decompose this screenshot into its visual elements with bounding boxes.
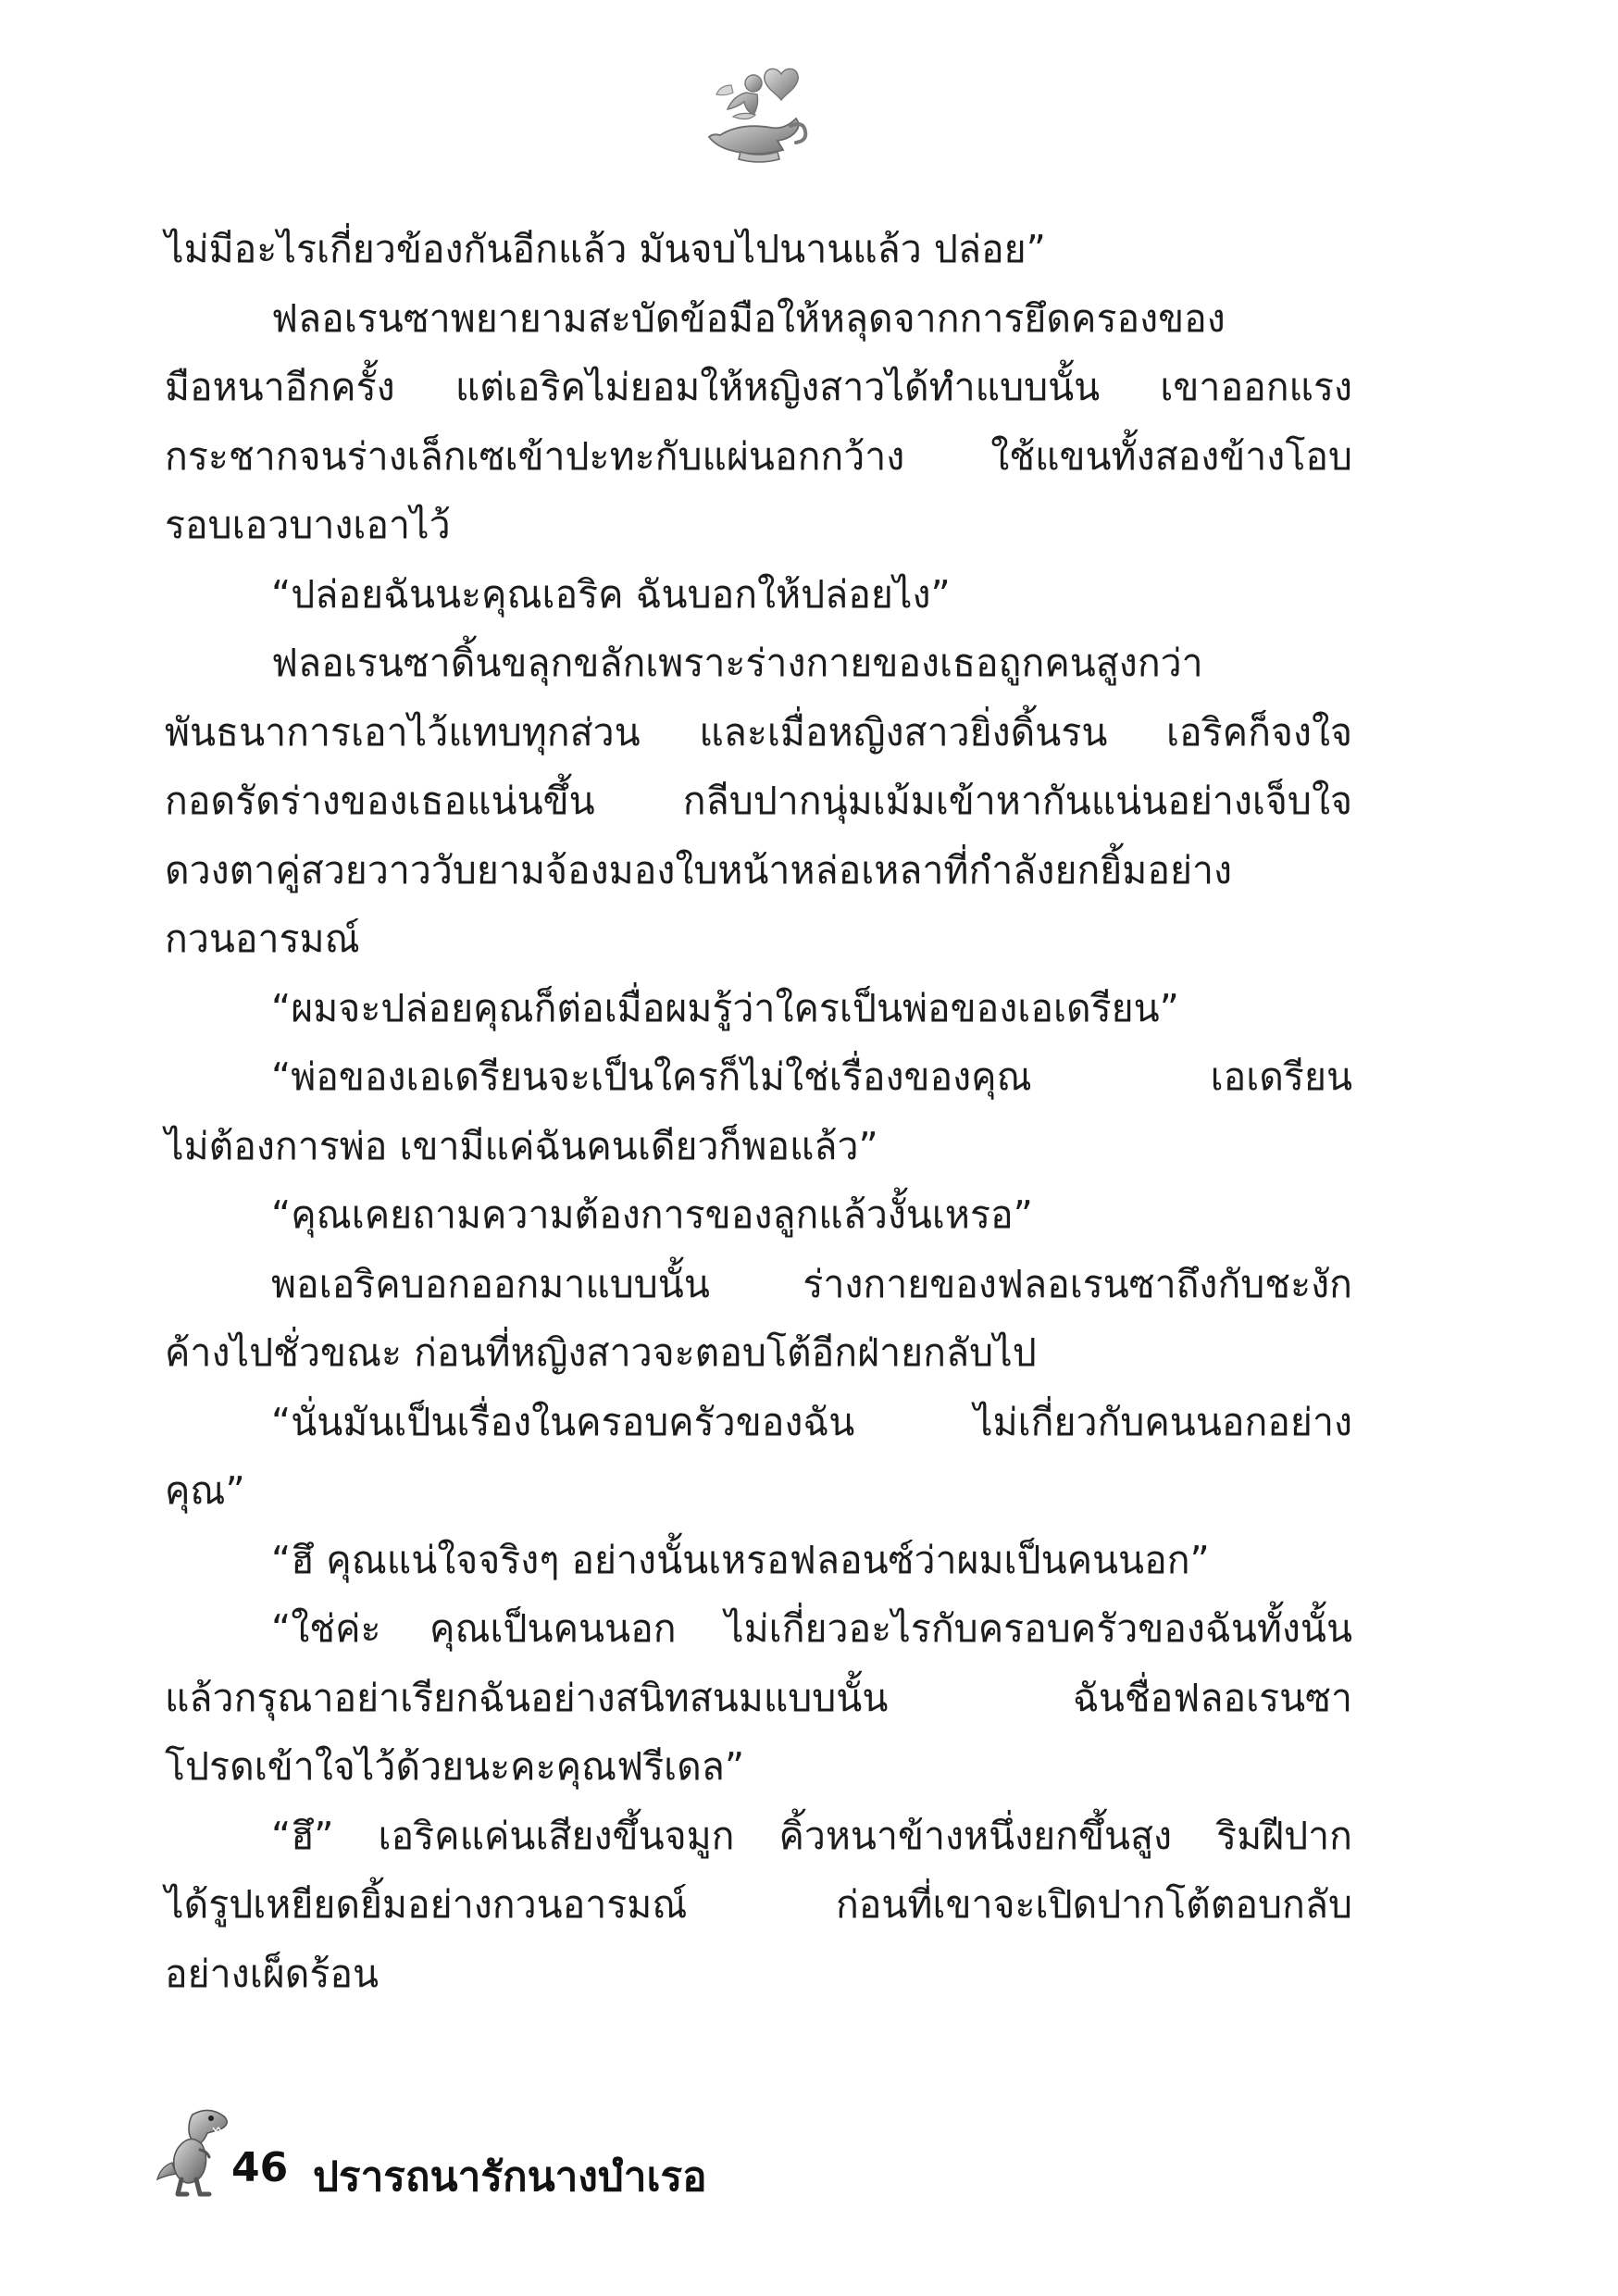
text-line: แล้วกรุณาอย่าเรียกฉันอย่างสนิทสนมแบบนั้น ฉันชื่อฟลอเรนซา [165,1675,1352,1720]
text-line: ดวงตาคู่สวยวาววับยามจ้องมองใบหน้าหล่อเหลาที่กำลังยกยิ้มอย่าง [165,847,1233,892]
paragraph [165,1250,1352,1388]
text-line: “ใช่ค่ะ คุณเป็นคนนอก ไม่เกี่ยวอะไรกับครอบครัวของฉันทั้งนั้น [271,1606,1352,1651]
text-line: ไม่ต้องการพ่อ เขามีแค่ฉันคนเดียวก็พอแล้ว” [165,1123,878,1168]
text-line: ฟลอเรนซาพยายามสะบัดข้อมือให้หลุดจากการยึดครองของ [271,295,1226,341]
text-line: พอเอริคบอกออกมาแบบนั้น ร่างกายของฟลอเรนซาถึงกับชะงัก [271,1261,1352,1306]
paragraph [165,1180,1352,1250]
cupid-lamp-icon [700,56,816,172]
dinosaur-mascot-icon [156,2102,243,2203]
text-line: คุณ” [165,1468,245,1513]
text-line: ฟลอเรนซาดิ้นขลุกขลักเพราะร่างกายของเธอถูกคนสูงกว่า [271,641,1203,685]
text-line: กระชากจนร่างเล็กเซเข้าปะทะกับแผ่นอกกว้าง ใช้แขนทั้งสองข้างโอบ [165,433,1352,479]
paragraph [165,284,1352,560]
text-line: อย่างเผ็ดร้อน [165,1951,380,1996]
paragraph [165,1802,1352,2009]
paragraph [165,1042,1352,1180]
text-line: พันธนาการเอาไว้แทบทุกส่วน และเมื่อหญิงสาวยิ่งดิ้นรน เอริคก็จงใจ [165,709,1352,755]
text-line: “คุณเคยถามความต้องการของลูกแล้วงั้นเหรอ” [271,1192,1033,1237]
text-line: กวนอารมณ์ [165,917,360,961]
page-number: 46 [231,2144,289,2191]
paragraph [165,215,1352,284]
text-line: “ฮึ” เอริคแค่นเสียงขึ้นจมูก คิ้วหนาข้างหนึ่งยกขึ้นสูง ริมฝีปาก [271,1813,1352,1858]
text-line: ได้รูปเหยียดยิ้มอย่างกวนอารมณ์ ก่อนที่เขาจะเปิดปากโต้ตอบกลับ [165,1882,1352,1927]
text-line: ไม่มีอะไรเกี่ยวข้องกันอีกแล้ว มันจบไปนานแล้ว ปล่อย” [165,227,1046,271]
paragraph [165,1526,1352,1595]
text-line: “พ่อของเอเดรียนจะเป็นใครก็ไม่ใช่เรื่องของคุณ เอเดรียน [271,1054,1352,1099]
text-line: “นั่นมันเป็นเรื่องในครอบครัวของฉัน ไม่เกี่ยวกับคนนอกอย่าง [271,1399,1352,1444]
text-line: กอดรัดร่างของเธอแน่นขึ้น กลีบปากนุ่มเม้มเข้าหากันแน่นอย่างเจ็บใจ [165,779,1352,823]
paragraph [165,629,1352,974]
text-line: โปรดเข้าใจไว้ด้วยนะคะคุณฟรีเดล” [165,1744,745,1789]
story-body-text [165,215,1352,2008]
page-footer [156,2102,989,2213]
paragraph [165,1388,1352,1526]
text-line: “ปล่อยฉันนะคุณเอริค ฉันบอกให้ปล่อยไง” [271,571,951,617]
text-line: รอบเอวบางเอาไว้ [165,503,451,547]
paragraph [165,1594,1352,1802]
text-line: “ฮึ คุณแน่ใจจริงๆ อย่างนั้นเหรอฟลอนซ์ว่าผมเป็นคนนอก” [271,1537,1210,1582]
paragraph [165,974,1352,1043]
text-line: ค้างไปชั่วขณะ ก่อนที่หญิงสาวจะตอบโต้อีกฝ่ายกลับไป [165,1330,1037,1375]
text-line: มือหนาอีกครั้ง แต่เอริคไม่ยอมให้หญิงสาวได้ทำแบบนั้น เขาออกแรง [165,365,1352,409]
paragraph [165,560,1352,630]
text-line: “ผมจะปล่อยคุณก็ต่อเมื่อผมรู้ว่าใครเป็นพ่อของเอเดรียน” [271,985,1179,1030]
book-title: ปรารถนารักนางบำเรอ [313,2153,707,2201]
